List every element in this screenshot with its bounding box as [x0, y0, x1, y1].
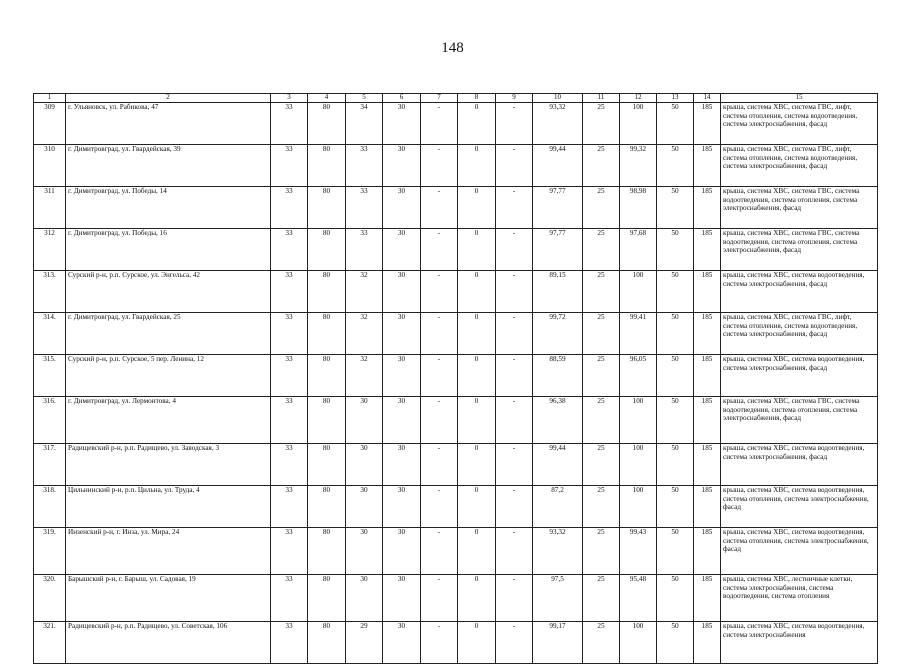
- table-cell: 33: [346, 145, 383, 187]
- table-cell: 315.: [34, 355, 66, 397]
- column-header-1: 1: [34, 94, 66, 103]
- table-cell: 89,15: [533, 271, 583, 313]
- table-cell: 97,68: [620, 229, 657, 271]
- column-header-10: 10: [533, 94, 583, 103]
- table-cell: 30: [383, 103, 421, 145]
- table-cell: -: [496, 622, 533, 664]
- table-cell: 25: [583, 486, 620, 528]
- table-cell: 33: [271, 229, 308, 271]
- table-cell: 99,17: [533, 622, 583, 664]
- table-cell: 185: [694, 187, 721, 229]
- table-cell: 32: [346, 313, 383, 355]
- table-cell: 80: [308, 187, 346, 229]
- table-cell: -: [421, 444, 458, 486]
- table-cell: 30: [383, 575, 421, 622]
- table-cell: 29: [346, 622, 383, 664]
- table-cell: 185: [694, 622, 721, 664]
- table-cell: Цильнинский р-н, р.п. Цильна, ул. Труда, 4: [66, 486, 271, 528]
- column-header-13: 13: [657, 94, 694, 103]
- table-cell: 185: [694, 229, 721, 271]
- table-cell: 80: [308, 103, 346, 145]
- table-cell: 80: [308, 622, 346, 664]
- table-cell: 0: [458, 444, 496, 486]
- table-cell: 50: [657, 528, 694, 575]
- table-cell: 80: [308, 528, 346, 575]
- table-cell: 25: [583, 355, 620, 397]
- table-cell: 95,48: [620, 575, 657, 622]
- table-cell: 93,32: [533, 528, 583, 575]
- table-cell: крыша, система ХВС, система ГВС, лифт, система отопления, система водоотведения, система электроснабжения, фасад: [721, 103, 878, 145]
- table-cell: 313.: [34, 271, 66, 313]
- column-header-5: 5: [346, 94, 383, 103]
- table-cell: крыша, система ХВС, система водоотведения, система отопления, система электроснабжения, фасад: [721, 486, 878, 528]
- table-cell: 316.: [34, 397, 66, 444]
- table-cell: 25: [583, 622, 620, 664]
- table-cell: 30: [383, 145, 421, 187]
- table-cell: 30: [383, 229, 421, 271]
- table-cell: 0: [458, 355, 496, 397]
- table-cell: -: [421, 271, 458, 313]
- table-cell: 80: [308, 313, 346, 355]
- table-cell: 33: [271, 575, 308, 622]
- table-cell: 33: [271, 313, 308, 355]
- table-cell: 100: [620, 271, 657, 313]
- table-cell: -: [496, 313, 533, 355]
- table-cell: 319.: [34, 528, 66, 575]
- column-header-11: 11: [583, 94, 620, 103]
- table-cell: 33: [271, 271, 308, 313]
- table-cell: 33: [271, 528, 308, 575]
- table-row: [34, 622, 878, 664]
- table-cell: крыша, система ХВС, система водоотведения, система электроснабжения, фасад: [721, 444, 878, 486]
- table-cell: 30: [346, 444, 383, 486]
- table-cell: г. Димитровград, ул. Победы, 16: [66, 229, 271, 271]
- table-cell: 80: [308, 397, 346, 444]
- table-row: [34, 355, 878, 397]
- table-cell: 320.: [34, 575, 66, 622]
- table-cell: 100: [620, 444, 657, 486]
- table-cell: 25: [583, 103, 620, 145]
- table-cell: 30: [346, 528, 383, 575]
- table-cell: 100: [620, 622, 657, 664]
- table-cell: 96,38: [533, 397, 583, 444]
- table-cell: 99,44: [533, 145, 583, 187]
- table-cell: 50: [657, 575, 694, 622]
- table-cell: 50: [657, 229, 694, 271]
- table-cell: крыша, система ХВС, система водоотведения, система отопления, система электроснабжения, фасад: [721, 528, 878, 575]
- table-cell: Радищевский р-н, р.п. Радищево, ул. Заводская, 3: [66, 444, 271, 486]
- column-header-14: 14: [694, 94, 721, 103]
- column-header-7: 7: [421, 94, 458, 103]
- table-cell: 0: [458, 486, 496, 528]
- table-cell: -: [421, 229, 458, 271]
- table-cell: -: [421, 622, 458, 664]
- table-cell: г. Димитровград, ул. Гвардейская, 39: [66, 145, 271, 187]
- table-cell: 50: [657, 622, 694, 664]
- table-cell: -: [496, 444, 533, 486]
- table-cell: 96,05: [620, 355, 657, 397]
- table-cell: -: [496, 145, 533, 187]
- table-cell: 321.: [34, 622, 66, 664]
- table-cell: 30: [383, 444, 421, 486]
- table-cell: крыша, система ХВС, лестничные клетки, система электроснабжения, система водоотведения, система отопления: [721, 575, 878, 622]
- table-cell: г. Ульяновск, ул. Рабикова, 47: [66, 103, 271, 145]
- table-cell: 185: [694, 355, 721, 397]
- table-cell: -: [421, 397, 458, 444]
- table-cell: крыша, система ХВС, система водоотведения, система электроснабжения, фасад: [721, 355, 878, 397]
- table-cell: 318.: [34, 486, 66, 528]
- table-cell: 98,98: [620, 187, 657, 229]
- table-row: [34, 229, 878, 271]
- table-cell: 314.: [34, 313, 66, 355]
- table-cell: 25: [583, 229, 620, 271]
- header-row: [34, 94, 878, 103]
- table-cell: 25: [583, 145, 620, 187]
- table-cell: 80: [308, 486, 346, 528]
- table-cell: крыша, система ХВС, система ГВС, система водоотведения, система отопления, система электроснабжения, фасад: [721, 397, 878, 444]
- column-header-2: 2: [66, 94, 271, 103]
- table-cell: 34: [346, 103, 383, 145]
- table-row: [34, 313, 878, 355]
- table-cell: 311: [34, 187, 66, 229]
- table-cell: 87,2: [533, 486, 583, 528]
- table-cell: 88,59: [533, 355, 583, 397]
- table-cell: г. Димитровград, ул. Лермонтова, 4: [66, 397, 271, 444]
- page-number: 148: [441, 40, 464, 56]
- table-cell: Радищевский р-н, р.п. Радищево, ул. Советская, 106: [66, 622, 271, 664]
- table-cell: -: [421, 313, 458, 355]
- table-cell: 309: [34, 103, 66, 145]
- table-row: [34, 187, 878, 229]
- table-cell: 33: [271, 145, 308, 187]
- table-cell: 99,72: [533, 313, 583, 355]
- table-cell: 50: [657, 187, 694, 229]
- table-row: [34, 103, 878, 145]
- table-cell: 185: [694, 145, 721, 187]
- table-cell: крыша, система ХВС, система водоотведения, система электроснабжения: [721, 622, 878, 664]
- table-cell: 30: [383, 187, 421, 229]
- table-cell: -: [496, 486, 533, 528]
- table-cell: Барышский р-н, г. Барыш, ул. Садовая, 19: [66, 575, 271, 622]
- column-header-4: 4: [308, 94, 346, 103]
- table-row: [34, 271, 878, 313]
- table-cell: 50: [657, 486, 694, 528]
- table-cell: 33: [271, 486, 308, 528]
- table-cell: -: [496, 355, 533, 397]
- table-cell: 50: [657, 313, 694, 355]
- table-cell: 30: [383, 486, 421, 528]
- column-header-12: 12: [620, 94, 657, 103]
- table-cell: 30: [346, 575, 383, 622]
- table-cell: 25: [583, 187, 620, 229]
- table-cell: г. Димитровград, ул. Гвардейская, 25: [66, 313, 271, 355]
- table-cell: 185: [694, 575, 721, 622]
- table-cell: -: [496, 271, 533, 313]
- table-cell: крыша, система ХВС, система ГВС, система водоотведения, система отопления, система электроснабжения, фасад: [721, 229, 878, 271]
- table-cell: 100: [620, 397, 657, 444]
- column-header-15: 15: [721, 94, 878, 103]
- column-header-8: 8: [458, 94, 496, 103]
- data-table: [33, 93, 878, 664]
- table-cell: 33: [271, 355, 308, 397]
- table-row: [34, 145, 878, 187]
- table-cell: г. Димитровград, ул. Победы, 14: [66, 187, 271, 229]
- table-cell: 0: [458, 622, 496, 664]
- table-cell: -: [421, 355, 458, 397]
- table-cell: 33: [346, 187, 383, 229]
- table-cell: -: [496, 397, 533, 444]
- table-row: [34, 444, 878, 486]
- table-cell: 30: [383, 355, 421, 397]
- table-cell: 99,44: [533, 444, 583, 486]
- table-cell: 30: [383, 528, 421, 575]
- table-row: [34, 486, 878, 528]
- table-cell: -: [496, 103, 533, 145]
- table-cell: крыша, система ХВС, система ГВС, лифт, система отопления, система водоотведения, система электроснабжения, фасад: [721, 313, 878, 355]
- table-cell: -: [496, 229, 533, 271]
- table-cell: 25: [583, 444, 620, 486]
- table-cell: крыша, система ХВС, система ГВС, лифт, система отопления, система водоотведения, система электроснабжения, фасад: [721, 145, 878, 187]
- table-cell: 30: [346, 397, 383, 444]
- table-row: [34, 528, 878, 575]
- table-cell: 185: [694, 313, 721, 355]
- table-cell: 50: [657, 271, 694, 313]
- table-cell: 30: [383, 397, 421, 444]
- table-cell: 30: [383, 313, 421, 355]
- table-cell: крыша, система ХВС, система ГВС, система водоотведения, система отопления, система электроснабжения, фасад: [721, 187, 878, 229]
- table-cell: 97,77: [533, 229, 583, 271]
- column-header-6: 6: [383, 94, 421, 103]
- table-cell: -: [421, 575, 458, 622]
- table-row: [34, 575, 878, 622]
- table-cell: 0: [458, 103, 496, 145]
- table-cell: -: [496, 575, 533, 622]
- table-cell: 0: [458, 145, 496, 187]
- table-cell: 50: [657, 145, 694, 187]
- table-cell: 80: [308, 145, 346, 187]
- table-cell: -: [496, 187, 533, 229]
- table-cell: 50: [657, 397, 694, 444]
- table-cell: 25: [583, 575, 620, 622]
- table-cell: 33: [271, 397, 308, 444]
- table-cell: 317.: [34, 444, 66, 486]
- table-cell: 99,32: [620, 145, 657, 187]
- table-cell: 312: [34, 229, 66, 271]
- table-cell: 185: [694, 397, 721, 444]
- table-cell: 80: [308, 444, 346, 486]
- table-cell: 185: [694, 444, 721, 486]
- table-cell: 99,43: [620, 528, 657, 575]
- table-cell: 99,41: [620, 313, 657, 355]
- table-cell: 0: [458, 397, 496, 444]
- table-cell: 0: [458, 528, 496, 575]
- table-cell: 25: [583, 528, 620, 575]
- table-cell: 185: [694, 486, 721, 528]
- table-cell: -: [421, 103, 458, 145]
- table-cell: Сурский р-н, р.п. Сурское, ул. Энгельса, 42: [66, 271, 271, 313]
- table-cell: 0: [458, 271, 496, 313]
- table-cell: 25: [583, 271, 620, 313]
- table-cell: 0: [458, 229, 496, 271]
- table-cell: 50: [657, 103, 694, 145]
- table-cell: 100: [620, 486, 657, 528]
- table-cell: Инзенский р-н, г. Инза, ул. Мира, 24: [66, 528, 271, 575]
- table-cell: 33: [271, 103, 308, 145]
- table-cell: 33: [271, 444, 308, 486]
- table-cell: 80: [308, 271, 346, 313]
- table-cell: 25: [583, 397, 620, 444]
- column-header-9: 9: [496, 94, 533, 103]
- table-cell: 80: [308, 575, 346, 622]
- table-cell: -: [421, 486, 458, 528]
- table-cell: 33: [271, 187, 308, 229]
- table-cell: 50: [657, 444, 694, 486]
- table-cell: 33: [271, 622, 308, 664]
- table-cell: 80: [308, 355, 346, 397]
- table-cell: 185: [694, 528, 721, 575]
- table-cell: -: [496, 528, 533, 575]
- table-cell: 185: [694, 271, 721, 313]
- table-cell: 310: [34, 145, 66, 187]
- table-cell: 0: [458, 187, 496, 229]
- table-cell: 185: [694, 103, 721, 145]
- table-cell: 0: [458, 575, 496, 622]
- table-cell: 50: [657, 355, 694, 397]
- table-cell: 97,77: [533, 187, 583, 229]
- table-row: [34, 397, 878, 444]
- table-cell: -: [421, 145, 458, 187]
- table-cell: 32: [346, 355, 383, 397]
- table-cell: -: [421, 187, 458, 229]
- table-cell: 30: [383, 622, 421, 664]
- table-cell: -: [421, 528, 458, 575]
- table-cell: 80: [308, 229, 346, 271]
- table-cell: 32: [346, 271, 383, 313]
- table-cell: 0: [458, 313, 496, 355]
- table-cell: крыша, система ХВС, система водоотведения, система электроснабжения, фасад: [721, 271, 878, 313]
- table-cell: 33: [346, 229, 383, 271]
- table-cell: 100: [620, 103, 657, 145]
- table-cell: 93,32: [533, 103, 583, 145]
- table-cell: 25: [583, 313, 620, 355]
- column-header-3: 3: [271, 94, 308, 103]
- table-cell: Сурский р-н, р.п. Сурское, 5 пер. Ленина, 12: [66, 355, 271, 397]
- table-cell: 30: [346, 486, 383, 528]
- table-cell: 97,5: [533, 575, 583, 622]
- table-cell: 30: [383, 271, 421, 313]
